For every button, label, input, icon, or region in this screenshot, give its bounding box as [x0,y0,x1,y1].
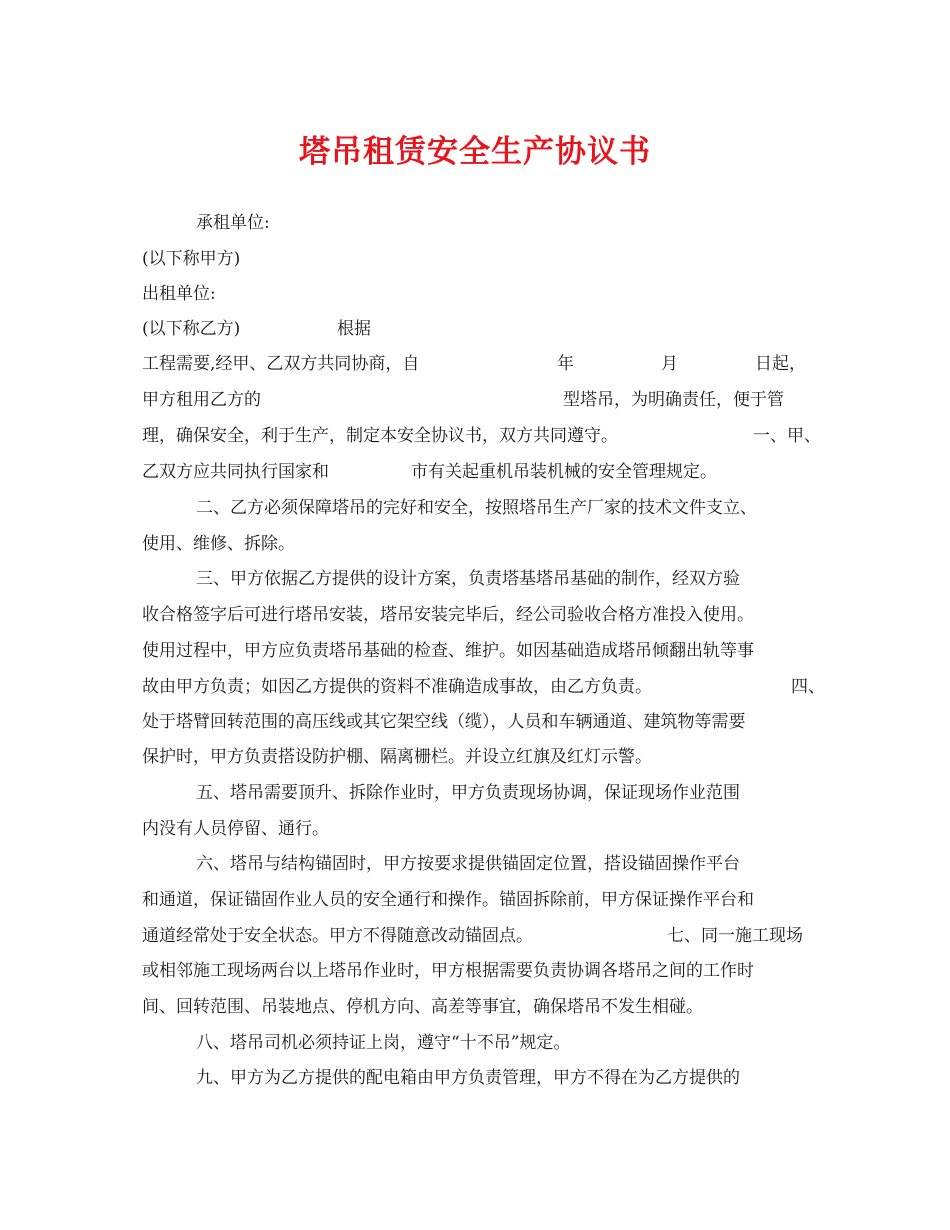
intro-text: 理，确保安全，利于生产，制定本安全协议书，双方共同遵守。 [142,426,618,446]
clause-6-text: 通道经常处于安全状态。甲方不得随意改动锚固点。 [142,926,533,946]
clause-heading: 一、甲、 [753,426,821,446]
clause-6-line: 六、塔吊与结构锚固时，甲方按要求提供锚固定位置，搭设锚固操作平台 [196,854,740,874]
clause-4-line: 保护时，甲方负责搭设防护棚、隔离栅栏。并设立红旗及红灯示警。 [142,747,652,767]
year-label: 年 [557,354,574,374]
lessor-label: 出租单位: [142,284,216,304]
day-label: 日起， [755,354,806,374]
clause-3-line: 收合格签字后可进行塔吊安装，塔吊安装完毕后，经公司验收合格方准投入使用。 [142,605,754,625]
clause-2-line: 使用、维修、拆除。 [142,534,295,554]
clause-9-line: 九、甲方为乙方提供的配电箱由甲方负责管理，甲方不得在为乙方提供的 [196,1068,740,1088]
party-b-note: (以下称乙方) [142,319,241,339]
clause-heading: 四、 [791,677,825,697]
clause-7-line: 或相邻施工现场两台以上塔吊作业时，甲方根据需要负责协调各塔吊之间的工作时 [142,961,754,981]
clause-6-line: 和通道，保证锚固作业人员的安全通行和操作。锚固拆除前，甲方保证操作平台和 [142,890,754,910]
intro-text: 乙双方应共同执行国家和 [142,462,329,482]
clause-7-line: 间、回转范围、吊装地点、停机方向、高差等事宜，确保塔吊不发生相碰。 [142,997,703,1017]
lessee-label: 承租单位: [196,213,270,233]
document-title: 塔吊租赁安全生产协议书 [299,134,651,170]
clause-5-line: 内没有人员停留、通行。 [142,819,329,839]
month-label: 月 [661,354,678,374]
clause-5-line: 五、塔吊需要顶升、拆除作业时，甲方负责现场协调，保证现场作业范围 [196,783,740,803]
clause-heading: 七、同一施工现场 [667,926,803,946]
clause-8-line: 八、塔吊司机必须持证上岗，遵守“十不吊”规定。 [196,1033,571,1053]
intro-text: 工程需要,经甲、乙双方共同协商，自 [142,354,420,374]
clause-3-text: 故由甲方负责；如因乙方提供的资料不准确造成事故，由乙方负责。 [142,677,652,697]
party-a-note: (以下称甲方) [142,249,241,269]
intro-text: 市有关起重机吊装机械的安全管理规定。 [411,462,717,482]
intro-text: 型塔吊，为明确责任，便于管 [563,390,784,410]
clause-4-line: 处于塔臂回转范围的高压线或其它架空线（缆），人员和车辆通道、建筑物等需要 [142,712,746,732]
intro-text: 甲方租用乙方的 [142,390,261,410]
according-text: 根据 [337,319,371,339]
clause-2-line: 二、乙方必须保障塔吊的完好和安全，按照塔吊生产厂家的技术文件支立、 [196,498,757,518]
clause-3-line: 三、甲方依据乙方提供的设计方案，负责塔基塔吊基础的制作，经双方验 [196,569,740,589]
clause-3-line: 使用过程中，甲方应负责塔吊基础的检查、维护。如因基础造成塔吊倾翻出轨等事 [142,641,754,661]
